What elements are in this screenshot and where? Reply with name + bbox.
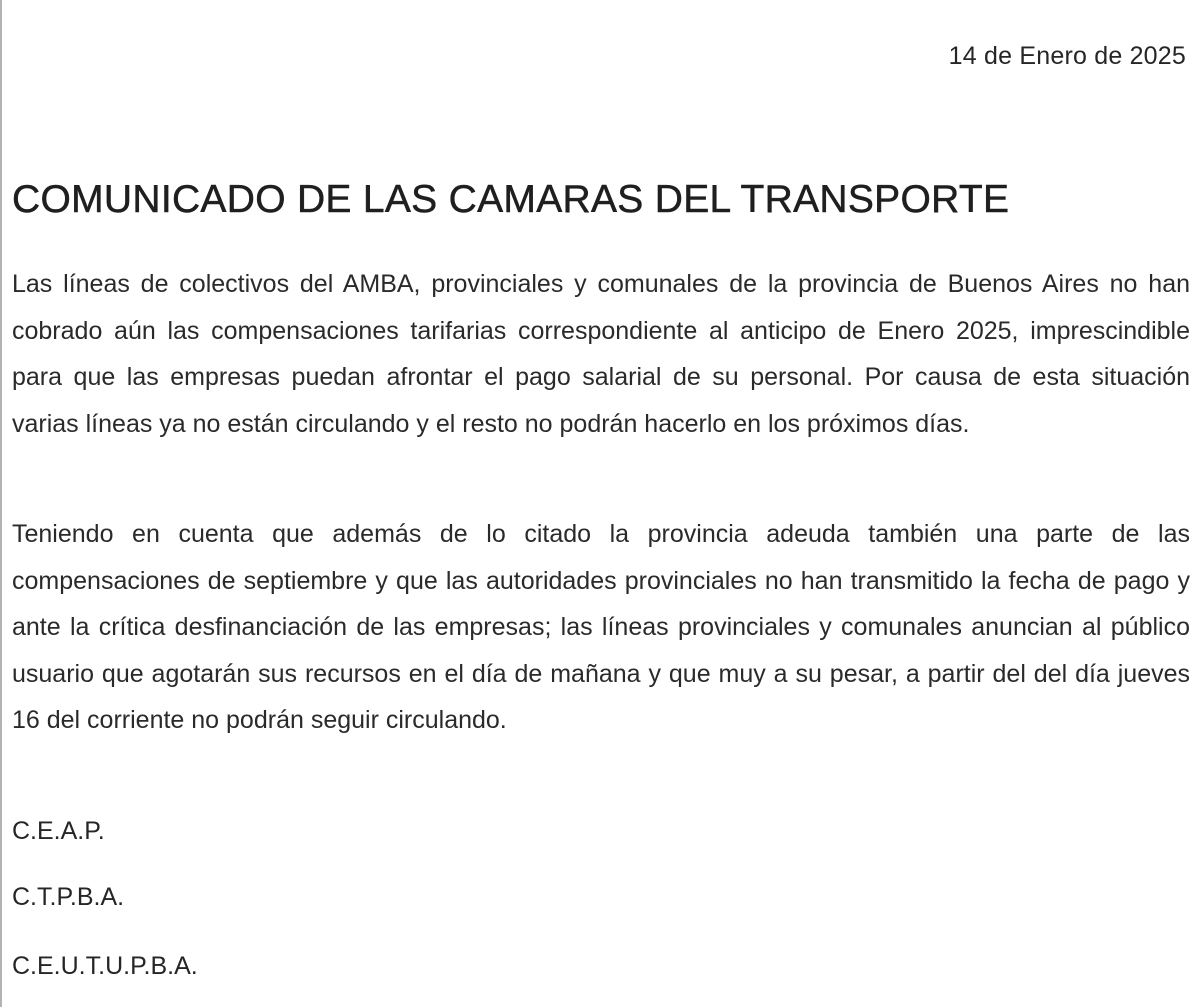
body-paragraph-1: Las líneas de colectivos del AMBA, provinciales y comunales de la provincia de Buenos Aires no han cobrado aún las compensaciones tarifarias correspondiente al anticipo de Enero 2025, imprescindible para que las empresas puedan afrontar el pago salarial de su personal. Por causa de esta situación varias líneas ya no están circulando y el resto no podrán hacerlo en los próximos días. xyxy=(12,270,1190,438)
document-title: COMUNICADO DE LAS CAMARAS DEL TRANSPORTE xyxy=(12,178,1010,221)
signatory-ctpba: C.T.P.B.A. xyxy=(12,883,125,911)
body-paragraph-2: Teniendo en cuenta que además de lo citado la provincia adeuda también una parte de las compensaciones de septiembre y que las autoridades provinciales no han transmitido la fecha de pago y ante la crítica desfinanciación de las empresas; las líneas provinciales y comunales anuncian al público usuario que agotarán sus recursos en el día de mañana y que muy a su pesar, a partir del del día jueves 16 del corriente no podrán seguir circulando. xyxy=(12,520,1190,735)
signatory-ceap: C.E.A.P. xyxy=(12,817,105,845)
document-page xyxy=(12,0,1190,1007)
document-date: 14 de Enero de 2025 xyxy=(948,42,1186,70)
left-border-line xyxy=(0,0,2,1007)
signatory-ceutupba: C.E.U.T.U.P.B.A. xyxy=(12,952,198,980)
